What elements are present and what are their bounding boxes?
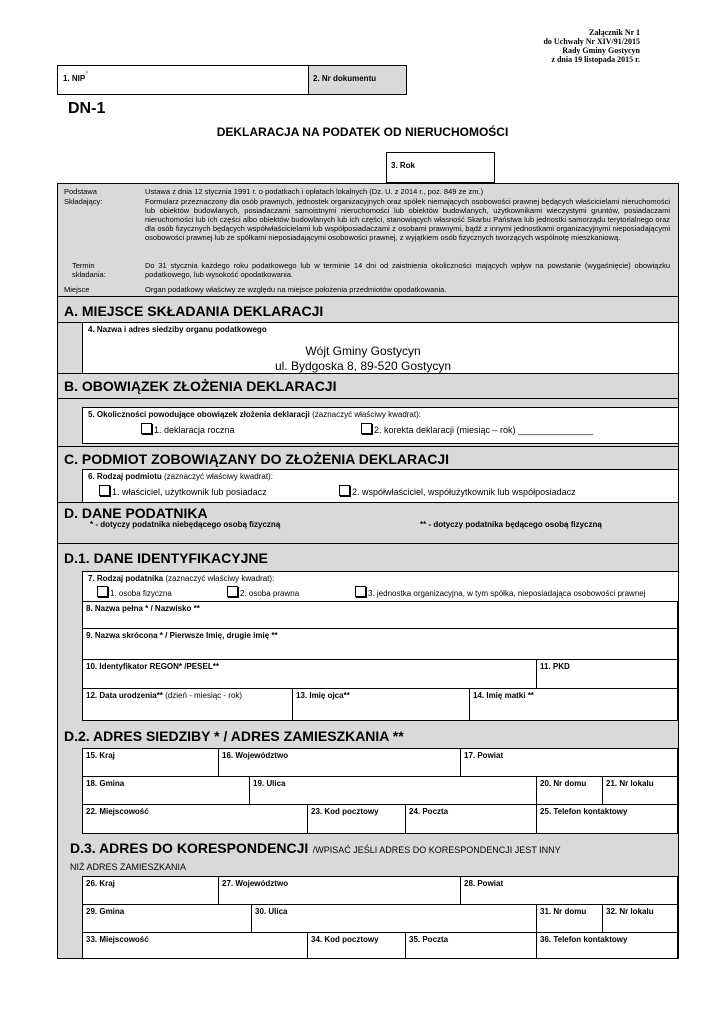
field-12-label: 12. Data urodzenia** [86,691,163,700]
field-14-label: 14. Imię matki ** [473,691,534,700]
deadline-label-2: składania: [72,270,106,279]
field-33-locality[interactable] [82,933,308,959]
field-28-label: 28. Powiat [464,879,504,888]
field-27-voivodeship[interactable] [219,877,461,905]
field-24-label: 24. Poczta [409,807,449,816]
deadline-label-1: Termin [72,261,95,270]
field-26-label: 26. Kraj [86,879,115,888]
section-d3-note-2: NIŻ ADRES ZAMIESZKANIA [70,862,187,872]
field-30-label: 30. Ulica [255,907,288,916]
option-legal-person-label: 2. osoba prawna [240,589,300,598]
field-14-mother-name[interactable] [470,689,678,721]
section-d3-title [70,840,670,858]
field-21-apartment-no[interactable] [603,777,678,805]
section-d1-title: D.1. DANE IDENTYFIKACYJNE [64,550,268,566]
field-8-full-name[interactable] [82,602,678,629]
section-b-title: B. OBOWIĄZEK ZŁOŻENIA DEKLARACJI [64,378,337,394]
section-a-title: A. MIEJSCE SKŁADANIA DEKLARACJI [64,303,324,319]
field-29-label: 29. Gmina [86,907,125,916]
divider [58,398,678,399]
field-15-country[interactable] [82,749,219,777]
field-31-house-no[interactable] [537,905,603,933]
checkbox[interactable] [355,586,366,597]
divider [58,296,678,297]
info-block [58,184,678,296]
field-13-label: 13. Imię ojca** [296,691,350,700]
field-31-label: 31. Nr domu [540,907,587,916]
field-17-county[interactable] [461,749,678,777]
field-20-house-no[interactable] [537,777,603,805]
field-11-label: 11. PKD [540,662,570,671]
tax-office-line-1: Wójt Gminy Gostycyn [305,344,421,358]
field-7-hint: (zaznaczyć właściwy kwadrat): [165,574,275,583]
field-20-label: 20. Nr domu [540,779,587,788]
field-7 [82,571,678,602]
field-18-label: 18. Gmina [86,779,125,788]
field-23-postal-code[interactable] [308,805,406,834]
field-35-post-office[interactable] [406,933,537,959]
option-co-owner[interactable] [339,485,576,497]
field-35-label: 35. Poczta [409,935,449,944]
basis-text: Ustawa z dnia 12 stycznia 1991 r. o podatkach i opłatach lokalnych (Dz. U. z 2014 r., poz. 849 ze zm.) [145,187,484,196]
field-4 [82,323,678,373]
section-d2-title: D.2. ADRES SIEDZIBY * / ADRES ZAMIESZKANIA ** [64,728,404,744]
doc-number-field [308,65,407,95]
section-d3-heading: D.3. ADRES DO KORESPONDENCJI [70,840,309,856]
option-legal-person[interactable] [227,586,299,598]
field-34-label: 34. Kod pocztowy [311,935,379,944]
field-19-street[interactable] [250,777,537,805]
field-4-label: 4. Nazwa i adres siedziby organu podatkowego [88,325,267,334]
option-annual-declaration[interactable] [141,423,235,435]
field-12-hint: (dzień - miesiąc - rok) [165,691,243,700]
divider [58,543,678,544]
checkbox[interactable] [227,586,238,597]
field-28-county[interactable] [461,877,678,905]
annex-note [543,28,640,64]
doc-number-label: 2. Nr dokumentu [313,74,377,83]
option-owner-label: 1. właściciel, użytkownik lub posiadacz [112,487,267,497]
field-13-father-name[interactable] [293,689,470,721]
basis-label: Podstawa [64,187,97,196]
field-7-label [88,574,274,583]
form-title: DEKLARACJA NA PODATEK OD NIERUCHOMOŚCI [216,125,509,139]
field-36-label: 36. Telefon kontaktowy [540,935,628,944]
form-code: DN-1 [68,100,106,117]
field-6-label [88,472,273,481]
field-32-label: 32. Nr lokalu [606,907,654,916]
field-5-hint: (zaznaczyć właściwy kwadrat): [312,410,421,419]
field-16-label: 16. Województwo [222,751,289,760]
field-8-label: 8. Nazwa pełna * / Nazwisko ** [86,604,200,613]
field-6 [82,469,678,502]
field-16-voivodeship[interactable] [219,749,461,777]
checkbox[interactable] [339,485,350,496]
filer-label: Składający: [64,197,103,206]
nip-field[interactable] [57,65,308,95]
tax-office-line-2: ul. Bydgoska 8, 89-520 Gostycyn [274,359,452,373]
field-9-label: 9. Nazwa skrócona * / Pierwsze Imię, drugie imię ** [86,631,278,640]
field-23-label: 23. Kod pocztowy [311,807,379,816]
annex-line-4: z dnia 19 listopada 2015 r. [551,55,640,64]
year-field[interactable] [386,152,495,183]
annex-line-2: do Uchwały Nr XIV/91/2015 [543,37,640,46]
field-5-label [88,410,421,419]
field-7-label-text: 7. Rodzaj podatnika [88,574,164,583]
field-6-label-text: 6. Rodzaj podmiotu [88,472,162,481]
annex-line-3: Rady Gminy Gostycyn [562,46,640,55]
nip-label: 1. NIP [63,74,86,83]
checkbox[interactable] [97,586,108,597]
option-correction[interactable] [361,423,593,435]
section-d3-note: /WPISAĆ JEŚLI ADRES DO KORESPONDENCJI JEST INNY [312,845,561,855]
deadline-text: Do 31 stycznia każdego roku podatkowego lub w terminie 14 dni od zaistnienia okoliczności mających wpływ na powstanie (wygaśnięcie) obowiązku podatkowego, lub wysokość opodatkowania. [145,261,670,279]
option-annual-label: 1. deklaracja roczna [154,425,235,435]
option-correction-label: 2. korekta deklaracji (miesiąc – rok) _______________ [374,425,594,435]
field-29-commune[interactable] [82,905,252,933]
option-natural-person[interactable] [97,586,172,598]
field-24-post-office[interactable] [406,805,537,834]
option-natural-person-label: 1. osoba fizyczna [110,589,172,598]
option-co-owner-label: 2. współwłaściciel, współużytkownik lub współposiadacz [352,487,576,497]
field-34-postal-code[interactable] [308,933,406,959]
section-d-title: D. DANE PODATNIKA [64,505,208,521]
field-6-hint: (zaznaczyć właściwy kwadrat): [164,472,273,481]
option-organizational-unit[interactable] [355,586,646,598]
checkbox[interactable] [99,485,110,496]
field-25-phone[interactable] [537,805,678,834]
field-22-label: 22. Miejscowość [86,807,149,816]
field-5-label-text: 5. Okoliczności powodujące obowiązek złożenia deklaracji [88,410,310,419]
annex-line-1: Załącznik Nr 1 [589,28,640,37]
field-32-apartment-no[interactable] [603,905,678,933]
field-25-label: 25. Telefon kontaktowy [540,807,628,816]
divider [58,446,678,447]
filer-text: Formularz przeznaczony dla osób prawnych, jednostek organizacyjnych oraz spółek niemających osobowości prawnej będących właścicielami nieruchomości lub obiektów budowlanych, posiadaczami samoistnymi nieruchomości lub obiektów budowlanych, użytkownikami wieczystymi gruntów, posiadaczami nieruchomości lub ich części albo obiektów budowlanych lub ich części, stanowiących własność Skarbu Państwa lub jednostki samorządu terytorialnego oraz dla osób fizycznych będących współwłaścicielami lub współposiadaczami z osobami prawnymi, bądź z innymi jednostkami organizacyjnymi nieposiadającymi osobowości prawnej lub ze spółkami nieposiadającymi osobowości prawnej, z wyjątkiem osób fizycznych tworzących wspólnotę mieszkaniową. [145,197,670,242]
field-26-country[interactable] [82,877,219,905]
deadline-label [72,261,106,279]
note-non-natural-person: * - dotyczy podatnika niebędącego osobą fizyczną [90,520,281,529]
place-text: Organ podatkowy właściwy ze względu na miejsce położenia przedmiotów opodatkowania. [145,285,447,294]
field-30-street[interactable] [252,905,537,933]
field-12-birth-date[interactable] [82,689,293,721]
option-owner[interactable] [99,485,267,497]
field-11-pkd[interactable] [537,660,678,689]
field-21-label: 21. Nr lokalu [606,779,654,788]
place-label: Miejsce [64,285,90,294]
checkbox[interactable] [361,423,372,434]
field-15-label: 15. Kraj [86,751,115,760]
checkbox[interactable] [141,423,152,434]
field-17-label: 17. Powiat [464,751,504,760]
year-label: 3. Rok [391,161,416,170]
note-natural-person: ** - dotyczy podatnika będącego osobą fizyczną [420,520,602,529]
option-organizational-unit-label: 3. jednostka organizacyjna, w tym spółka, nieposiadająca osobowości prawnej [368,589,646,598]
nip-sup: ¹⁾ [85,70,89,77]
divider [58,373,678,374]
section-c-title: C. PODMIOT ZOBOWIĄZANY DO ZŁOŻENIA DEKLARACJI [64,451,449,467]
divider [58,502,678,503]
field-10-regon-pesel[interactable] [82,660,537,689]
field-22-locality[interactable] [82,805,308,834]
field-10-label: 10. Identyfikator REGON* /PESEL** [86,662,219,671]
field-5 [82,407,678,444]
field-27-label: 27. Województwo [222,879,289,888]
field-36-phone[interactable] [537,933,678,959]
field-19-label: 19. Ulica [253,779,286,788]
field-33-label: 33. Miejscowość [86,935,149,944]
field-18-commune[interactable] [82,777,250,805]
field-9-short-name[interactable] [82,629,678,660]
